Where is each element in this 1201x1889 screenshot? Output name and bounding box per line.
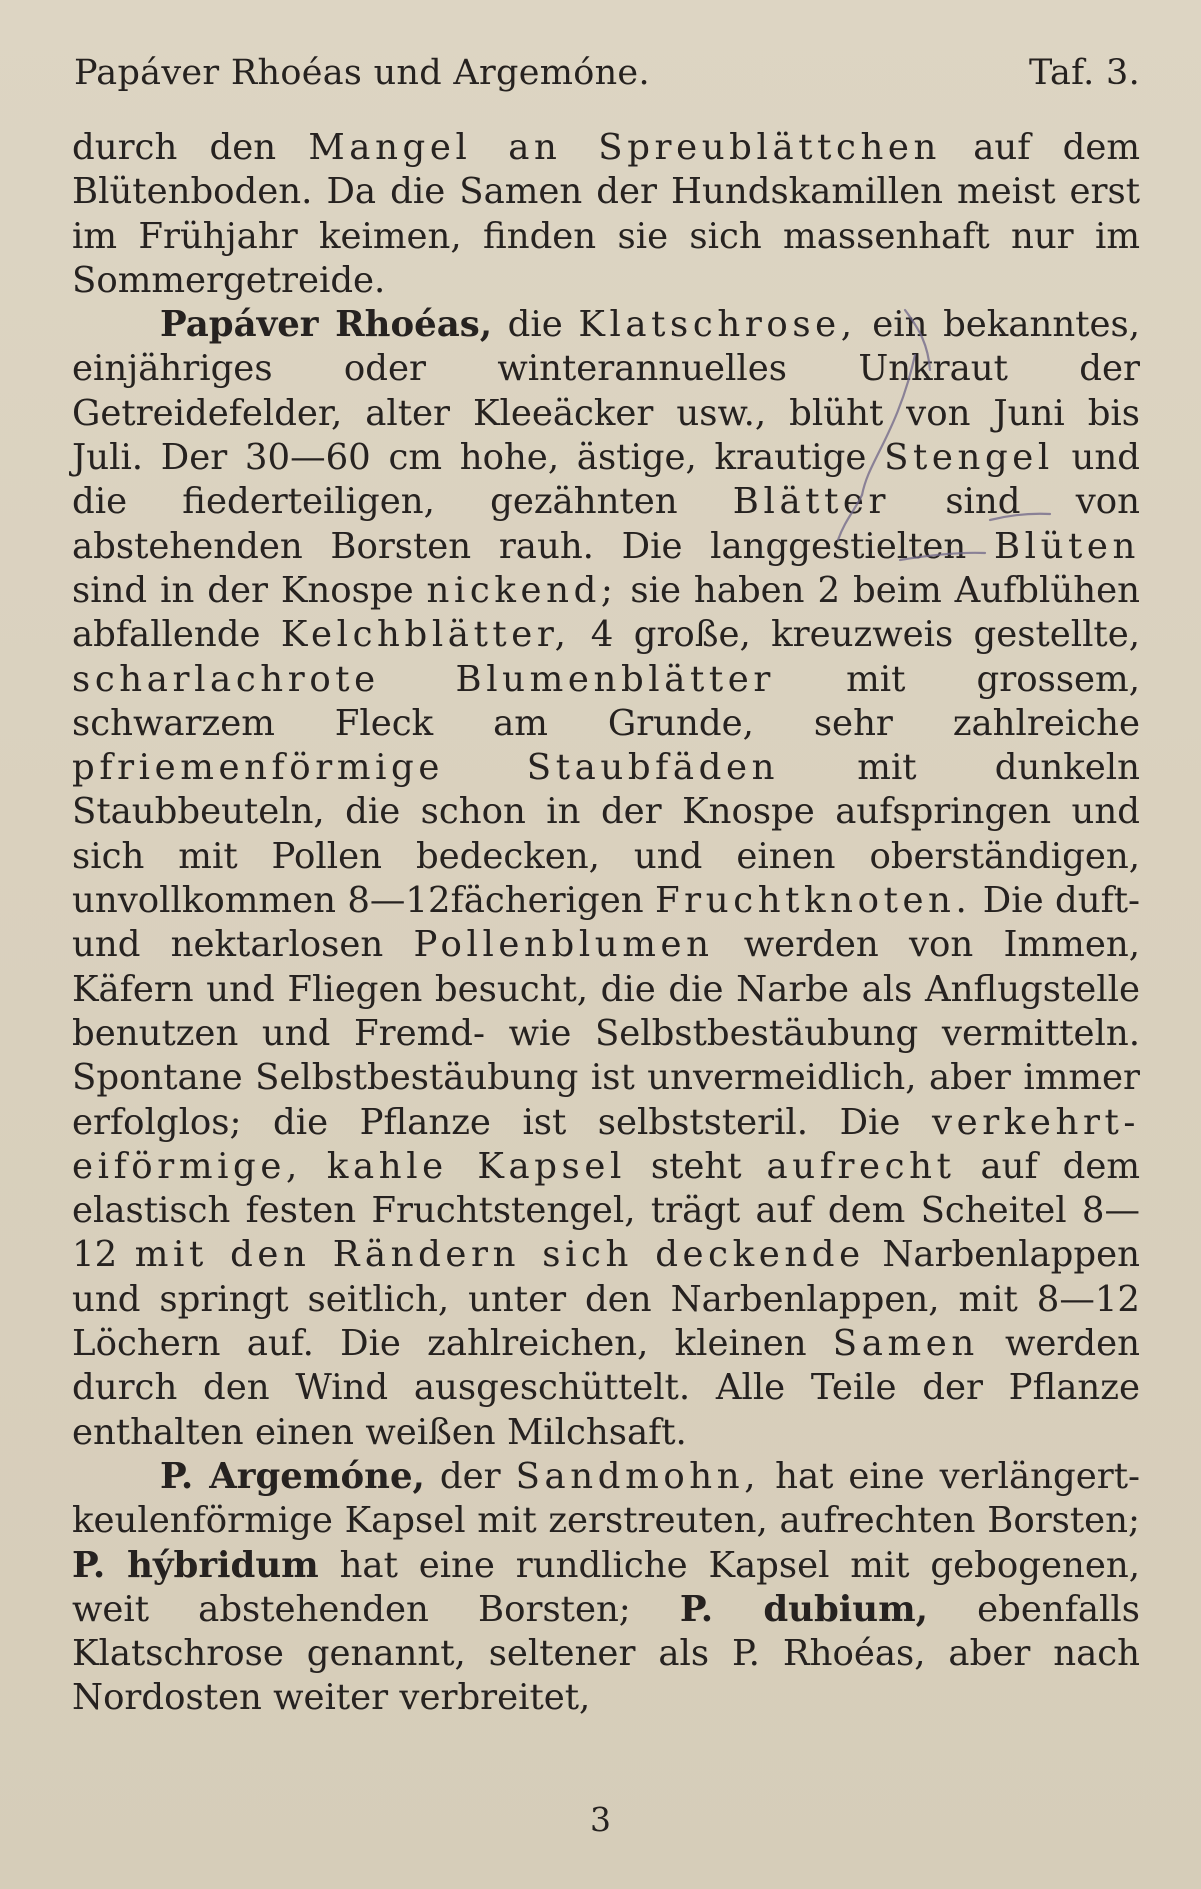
- species-name: P. dubium,: [679, 1588, 928, 1630]
- emphasis-run: Sandmohn,: [515, 1455, 761, 1497]
- text-run: die: [492, 304, 579, 346]
- paragraph-continuation: [72, 126, 1140, 303]
- page-number: 3: [590, 1800, 611, 1839]
- text-run: werden von Immen, Käfern und Fliegen besucht, die die Narbe als Anflugstelle benutzen und Fremd- wie Selbstbestäubung vermitteln. Spontane Selbstbestäubung ist unvermeidlich, aber immer erfolglos; die Pflanze ist selbststeril. Die: [72, 924, 1140, 1143]
- species-name: P. hýbridum: [72, 1544, 319, 1586]
- emphasis-run: Blüten: [993, 525, 1140, 567]
- text-run: und die fiederteiligen, gezähnten: [72, 437, 1140, 523]
- text-run: sind in der Knospe: [72, 569, 427, 611]
- emphasis-run: pfriemenförmige Staubfäden: [72, 747, 780, 789]
- text-run: [302, 1146, 327, 1187]
- text-run: sind von abstehenden Borsten rauh. Die langgestielten: [72, 481, 1140, 567]
- species-name: P. Argemóne,: [160, 1455, 425, 1497]
- header-plate-number: Taf. 3.: [1029, 53, 1140, 93]
- text-run: hat eine rundliche Kapsel mit gebogenen, weit abstehenden Borsten;: [72, 1544, 1140, 1630]
- emphasis-run: Fruchtknoten.: [654, 880, 972, 922]
- text-run: mit dunkeln Staubbeuteln, die schon in der Knospe aufspringen und sich mit Pollen bedecken, und einen oberständigen, unvollkommen 8—12fächerigen: [72, 747, 1140, 922]
- text-run: Die duft- und nektarlosen: [72, 880, 1140, 966]
- emphasis-run: scharlachrote Blumenblätter: [72, 658, 775, 700]
- emphasis-run: kahle Kapsel: [326, 1145, 626, 1187]
- emphasis-run: Pollenblumen: [413, 924, 714, 966]
- text-run: auf dem elastisch festen Fruchtstengel, trägt auf dem Scheitel 8—12: [72, 1145, 1140, 1276]
- text-run: ein bekanntes, einjähriges oder winterannuelles Unkraut der Getreidefelder, alter Kleeäcker usw., blüht von Juni bis Juli. Der 30—60 cm hohe, ästige, krautige: [72, 304, 1140, 479]
- emphasis-run: Blätter: [732, 481, 891, 523]
- text-run: mit grossem, schwarzem Fleck am Grunde, sehr zahlreiche: [72, 658, 1140, 744]
- emphasis-run: verkehrt-eiförmige,: [72, 1101, 1140, 1187]
- emphasis-run: nickend;: [426, 569, 618, 611]
- text-run: 4 große, kreuzweis gestellte,: [570, 614, 1140, 656]
- emphasis-run: Kelchblätter,: [280, 614, 571, 656]
- emphasis-run: Klatschrose,: [578, 304, 857, 346]
- header-title: Papáver Rhoéas und Argemóne.: [74, 53, 650, 93]
- paragraph-papaver-argemone: [72, 1455, 1140, 1721]
- text-run: ebenfalls Klatschrose genannt, seltener als P. Rhoéas, aber nach Nordosten weiter verbreitet,: [72, 1588, 1140, 1719]
- text-run: durch den: [72, 127, 309, 168]
- text-run: Narbenlappen und springt seitlich, unter den Narbenlappen, mit 8—12 Löchern auf. Die zahlreichen, kleinen: [72, 1234, 1141, 1365]
- paragraph-papaver-rhoeas: [72, 303, 1140, 1455]
- text-run: steht: [625, 1145, 767, 1187]
- body-text: [72, 126, 1140, 1721]
- text-run: auf dem Blütenboden. Da die Samen der Hundskamillen meist erst im Frühjahr keimen, finden sie sich massenhaft nur im Sommergetreide.: [72, 127, 1140, 301]
- text-run: hat eine verlängert-keulenförmige Kapsel mit zerstreuten, aufrechten Borsten;: [72, 1455, 1140, 1542]
- species-name: Papáver Rhoéas,: [160, 304, 493, 346]
- text-run: werden durch den Wind ausgeschüttelt. Alle Teile der Pflanze enthalten einen weißen Milchsaft.: [72, 1323, 1140, 1453]
- emphasis-run: aufrecht: [766, 1145, 956, 1187]
- emphasis-run: Stengel: [884, 437, 1054, 479]
- emphasis-run: Mangel an Spreublättchen: [308, 127, 941, 168]
- text-run: sie haben 2 beim Aufblühen abfallende: [72, 569, 1140, 656]
- emphasis-run: mit den Rändern sich deckende: [134, 1234, 865, 1276]
- text-run: der: [424, 1455, 516, 1497]
- emphasis-run: Samen: [832, 1323, 979, 1365]
- running-header: [74, 48, 1140, 98]
